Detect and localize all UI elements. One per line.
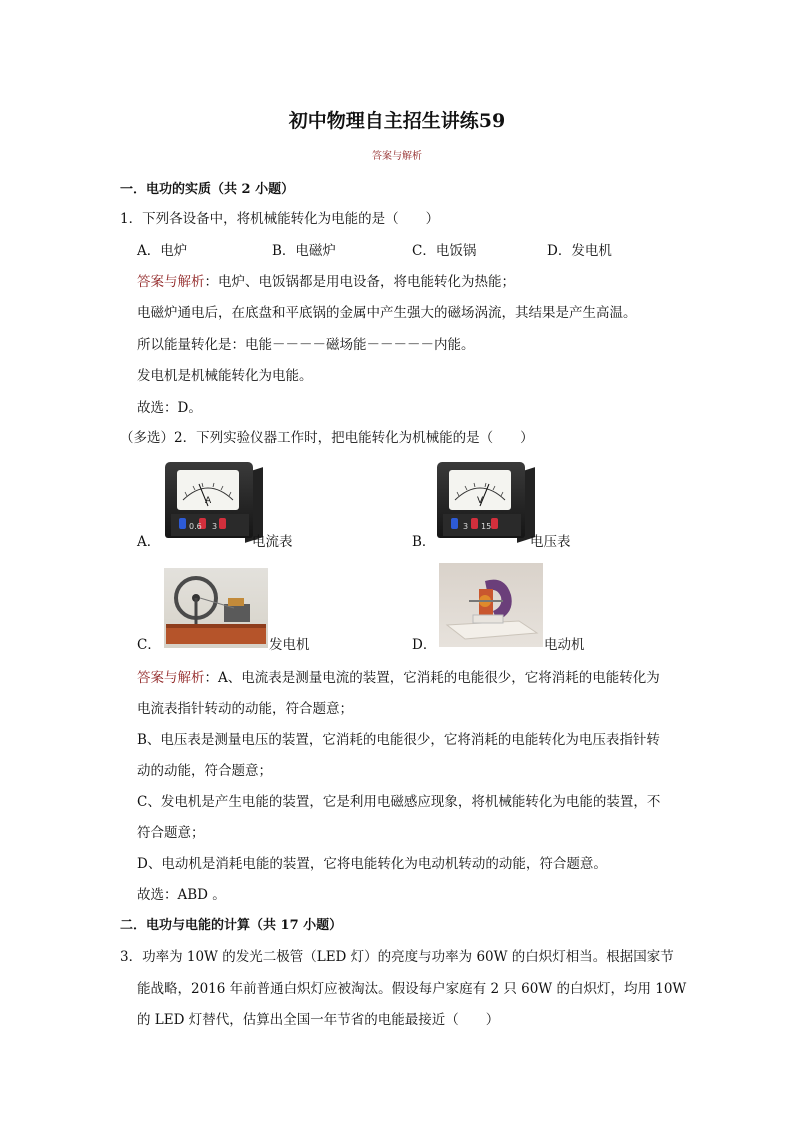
question-1-option-d: D．发电机: [547, 243, 612, 259]
question-3-line: 的 LED 灯替代，估算出全国一年节省的电能最接近（ ）: [137, 1012, 500, 1028]
section-heading-2: 二．电功与电能的计算（共 17 小题）: [120, 918, 343, 933]
question-1-option-b: B．电磁炉: [272, 243, 336, 259]
question-1-stem: 1．下列各设备中，将机械能转化为电能的是（ ）: [120, 211, 440, 227]
answer-text: ：电炉、电饭锅都是用电设备，将电能转化为热能；: [204, 274, 515, 290]
question-2-answer-line: 电流表指针转动的动能，符合题意；: [137, 701, 353, 717]
answer-text: ：A、电流表是测量电流的装置，它消耗的电能很少，它将消耗的电能转化为: [204, 670, 660, 686]
question-3-line: 能战略，2016 年前普通白炽灯应被淘汰。假设每户家庭有 2 只 60W 的白炽灯，均用 10W: [137, 981, 687, 997]
question-2-answer-line: B、电压表是测量电压的装置，它消耗的电能很少，它将消耗的电能转化为电压表指针转: [137, 732, 660, 748]
question-3-line: 3．功率为 10W 的发光二极管（LED 灯）的亮度与功率为 60W 的白炽灯相当。根据国家节: [120, 949, 674, 965]
question-2-answer-line: [137, 666, 660, 686]
page-subtitle: 答案与解析: [372, 151, 422, 162]
ammeter-terminal-label: 3: [212, 522, 218, 531]
question-2-option-a-letter: A．: [137, 534, 161, 550]
question-1-answer-line: 故选：D。: [137, 400, 202, 416]
question-2-stem: （多选）2．下列实验仪器工作时，把电能转化为机械能的是（ ）: [120, 430, 534, 446]
question-1-answer-line: [137, 270, 515, 290]
voltmeter-terminal-label: 15: [481, 522, 492, 531]
ammeter-terminal-label: 0.6: [189, 522, 202, 531]
svg-text:A: A: [205, 496, 212, 506]
question-2-option-b-label: 电压表: [530, 534, 571, 550]
question-1-answer-line: 发电机是机械能转化为电能。: [137, 368, 313, 384]
question-1-option-a: A．电炉: [137, 243, 188, 259]
question-2-option-b-letter: B．: [412, 534, 436, 550]
answer-label: 答案与解析: [137, 670, 205, 686]
generator-image: [164, 568, 268, 648]
page-title: 初中物理自主招生讲练59: [288, 110, 506, 132]
voltmeter-terminal-label: 3: [463, 522, 469, 531]
question-2-answer-line: D、电动机是消耗电能的装置，它将电能转化为电动机转动的动能，符合题意。: [137, 856, 607, 872]
question-2-answer-line: 动的动能，符合题意；: [137, 763, 272, 779]
ammeter-image: [165, 462, 265, 544]
question-2-answer-line: C、发电机是产生电能的装置，它是利用电磁感应现象，将机械能转化为电能的装置，不: [137, 794, 661, 810]
question-1-answer-line: 电磁炉通电后，在底盘和平底锅的金属中产生强大的磁场涡流，其结果是产生高温。: [137, 305, 637, 321]
svg-text:V: V: [477, 496, 484, 506]
question-1-option-c: C．电饭锅: [412, 243, 477, 259]
question-2-option-c-label: 发电机: [269, 637, 310, 653]
motor-image: [439, 563, 543, 647]
voltmeter-image: [437, 462, 537, 544]
question-1-answer-line: 所以能量转化是：电能－－－－磁场能－－－－－内能。: [137, 337, 475, 353]
question-2-option-d-label: 电动机: [544, 637, 585, 653]
question-2-answer-line: 符合题意；: [137, 825, 205, 841]
question-2-answer-line: 故选：ABD 。: [137, 887, 226, 903]
section-heading-1: 一．电功的实质（共 2 小题）: [120, 182, 295, 197]
question-2-option-a-label: 电流表: [252, 534, 293, 550]
answer-label: 答案与解析: [137, 274, 205, 290]
question-2-option-d-letter: D．: [412, 637, 437, 653]
question-2-option-c-letter: C．: [137, 637, 161, 653]
